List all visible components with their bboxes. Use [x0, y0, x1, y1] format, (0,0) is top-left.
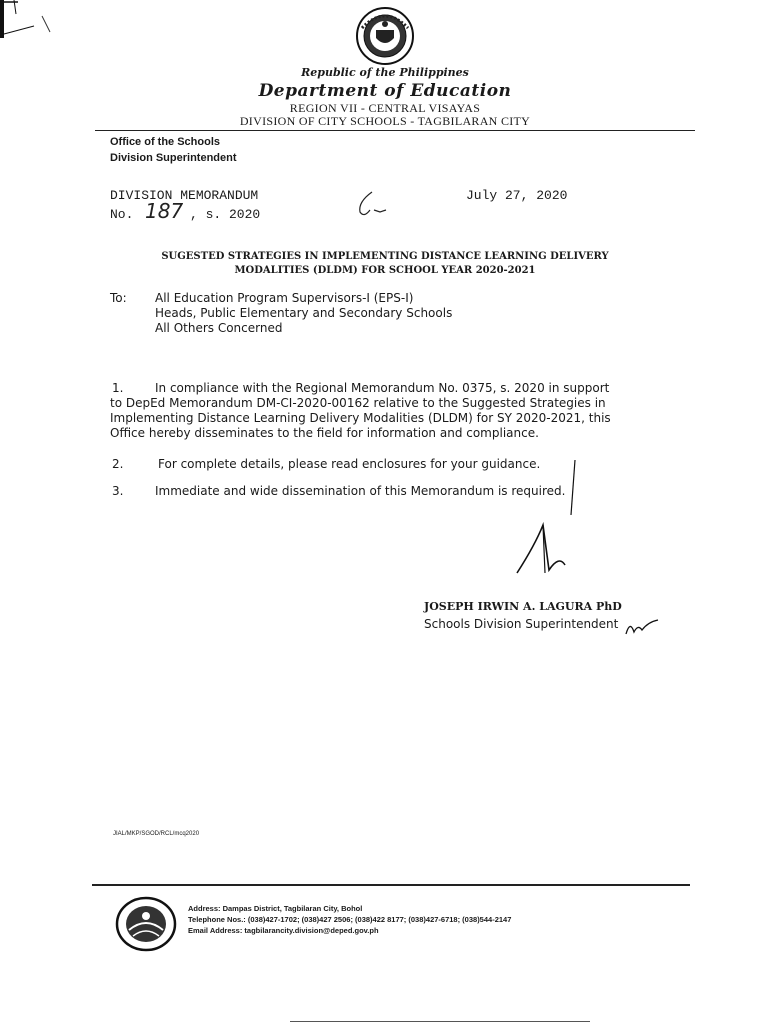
paragraph-2-line: For complete details, please read enclosures for your guidance.	[158, 457, 541, 471]
footer-address: Address: Dampas District, Tagbilaran City, Bohol	[188, 904, 363, 913]
paragraph-3-line: Immediate and wide dissemination of this Memorandum is required.	[155, 484, 566, 498]
paragraph-1-line: Office hereby disseminates to the field for information and compliance.	[110, 426, 539, 440]
signatory-title: Schools Division Superintendent	[424, 617, 619, 631]
handwritten-initials-icon	[622, 616, 662, 638]
republic-line: Republic of the Philippines	[301, 66, 469, 79]
signature-icon	[505, 455, 585, 585]
memo-type: DIVISION MEMORANDUM	[110, 188, 259, 203]
memo-no-label: No.	[110, 207, 134, 222]
recipient-item: All Education Program Supervisors-I (EPS-I)	[155, 291, 414, 305]
office-line-2: Division Superintendent	[110, 152, 237, 164]
footer-email: Email Address: tagbilarancity.division@deped.gov.ph	[188, 926, 379, 935]
region-line: REGION VII - CENTRAL VISAYAS	[289, 101, 481, 115]
office-block	[110, 134, 237, 166]
signatory-name: JOSEPH IRWIN A. LAGURA PhD	[424, 600, 622, 613]
deped-seal-icon	[350, 6, 420, 66]
paragraph-1	[110, 381, 670, 441]
memo-number: 187	[145, 199, 184, 223]
department-name: Department of Education	[258, 81, 512, 101]
recipient-item: Heads, Public Elementary and Secondary Schools	[155, 306, 453, 320]
office-line-1: Office of the Schools	[110, 136, 221, 148]
footer-contact	[188, 903, 511, 936]
paragraph-3-number: 3.	[112, 484, 124, 498]
memo-series: , s. 2020	[190, 207, 261, 222]
paragraph-2-number: 2.	[112, 457, 124, 471]
paragraph-1-line: In compliance with the Regional Memorandum No. 0375, s. 2020 in support	[155, 381, 610, 395]
recipients-list	[155, 291, 452, 336]
paragraph-1-line: to DepEd Memorandum DM-CI-2020-00162 relative to the Suggested Strategies in	[110, 396, 606, 410]
paragraph-1-line: Implementing Distance Learning Delivery Modalities (DLDM) for SY 2020-2021, this	[110, 411, 611, 425]
subject-line-1: SUGESTED STRATEGIES IN IMPLEMENTING DISTANCE LEARNING DELIVERY	[161, 251, 609, 262]
reference-initials: JIAL/MKP/SGOD/RCL/mcq2020	[113, 831, 200, 837]
recipient-item: All Others Concerned	[155, 321, 283, 335]
subject-line-2: MODALITIES (DLDM) FOR SCHOOL YEAR 2020-2021	[234, 265, 536, 276]
scan-edge-line	[290, 1021, 590, 1022]
footer-telephone: Telephone Nos.: (038)427-1702; (038)427 2506; (038)422 8177; (038)427-6718; (038)544-2147	[188, 915, 512, 924]
scan-artifact	[0, 0, 60, 40]
memo-subject	[100, 250, 670, 278]
header-divider	[95, 130, 695, 131]
paragraph-1-number: 1.	[112, 381, 124, 395]
footer-divider	[92, 884, 690, 886]
to-label: To:	[110, 291, 127, 305]
memo-date: July 27, 2020	[466, 188, 568, 203]
division-logo-icon	[115, 896, 177, 952]
division-line: DIVISION OF CITY SCHOOLS - TAGBILARAN CITY	[239, 114, 531, 128]
handwritten-initial-icon	[350, 188, 400, 220]
